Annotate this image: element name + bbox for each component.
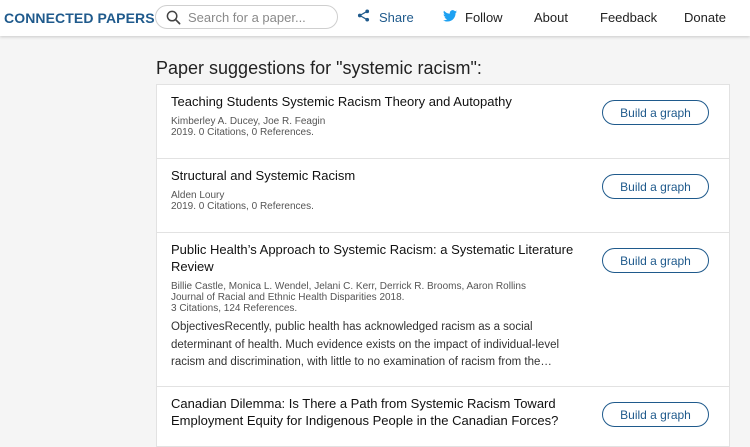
donate-link[interactable]: Donate <box>684 10 726 25</box>
share-icon <box>357 9 370 22</box>
paper-authors: Billie Castle, Monica L. Wendel, Jelani C. Kerr, Derrick R. Brooms, Aaron Rollins <box>171 281 526 292</box>
results-list <box>156 84 730 447</box>
paper-card[interactable] <box>156 84 730 159</box>
paper-abstract: ObjectivesRecently, public health has acknowledged racism as a social determinant of health. Much evidence exists on the impact of individual-level racism and discrimination, with little to no examination of racism from the… <box>171 321 560 368</box>
search-box[interactable] <box>155 5 338 29</box>
paper-card[interactable] <box>156 159 730 233</box>
feedback-link[interactable]: Feedback <box>600 10 658 25</box>
paper-title[interactable]: Teaching Students Systemic Racism Theory and Autopathy <box>171 94 512 109</box>
top-bar <box>0 0 750 36</box>
twitter-icon <box>443 10 457 22</box>
paper-authors: Kimberley A. Ducey, Joe R. Feagin <box>171 116 326 127</box>
build-graph-button[interactable]: Build a graph <box>602 174 709 199</box>
paper-authors: Alden Loury <box>171 190 225 201</box>
about-link[interactable]: About <box>534 10 568 25</box>
build-graph-button[interactable]: Build a graph <box>602 248 709 273</box>
follow-button[interactable] <box>443 10 503 25</box>
paper-stats: 2019. 0 Citations, 0 References. <box>171 201 314 212</box>
paper-title[interactable]: Public Health’s Approach to Systemic Racism: a Systematic Literature Review <box>171 242 574 274</box>
brand-logo[interactable]: CONNECTED PAPERS <box>4 10 155 26</box>
search-input[interactable] <box>188 8 328 26</box>
search-icon <box>166 10 181 25</box>
paper-stats: 3 Citations, 124 References. <box>171 303 298 314</box>
build-graph-button[interactable]: Build a graph <box>602 402 709 427</box>
paper-title[interactable]: Canadian Dilemma: Is There a Path from Systemic Racism Toward Employment Equity for Indigenous People in the Canadian Forces? <box>171 396 559 428</box>
follow-label: Follow <box>465 10 503 25</box>
paper-card[interactable] <box>156 387 730 447</box>
paper-title[interactable]: Structural and Systemic Racism <box>171 168 356 183</box>
paper-card[interactable] <box>156 233 730 387</box>
paper-venue: Journal of Racial and Ethnic Health Disparities 2018. <box>171 292 405 303</box>
build-graph-button[interactable]: Build a graph <box>602 100 709 125</box>
share-label: Share <box>379 10 414 25</box>
paper-stats: 2019. 0 Citations, 0 References. <box>171 127 314 138</box>
share-button[interactable] <box>357 10 414 25</box>
page-title: Paper suggestions for "systemic racism": <box>156 58 482 78</box>
